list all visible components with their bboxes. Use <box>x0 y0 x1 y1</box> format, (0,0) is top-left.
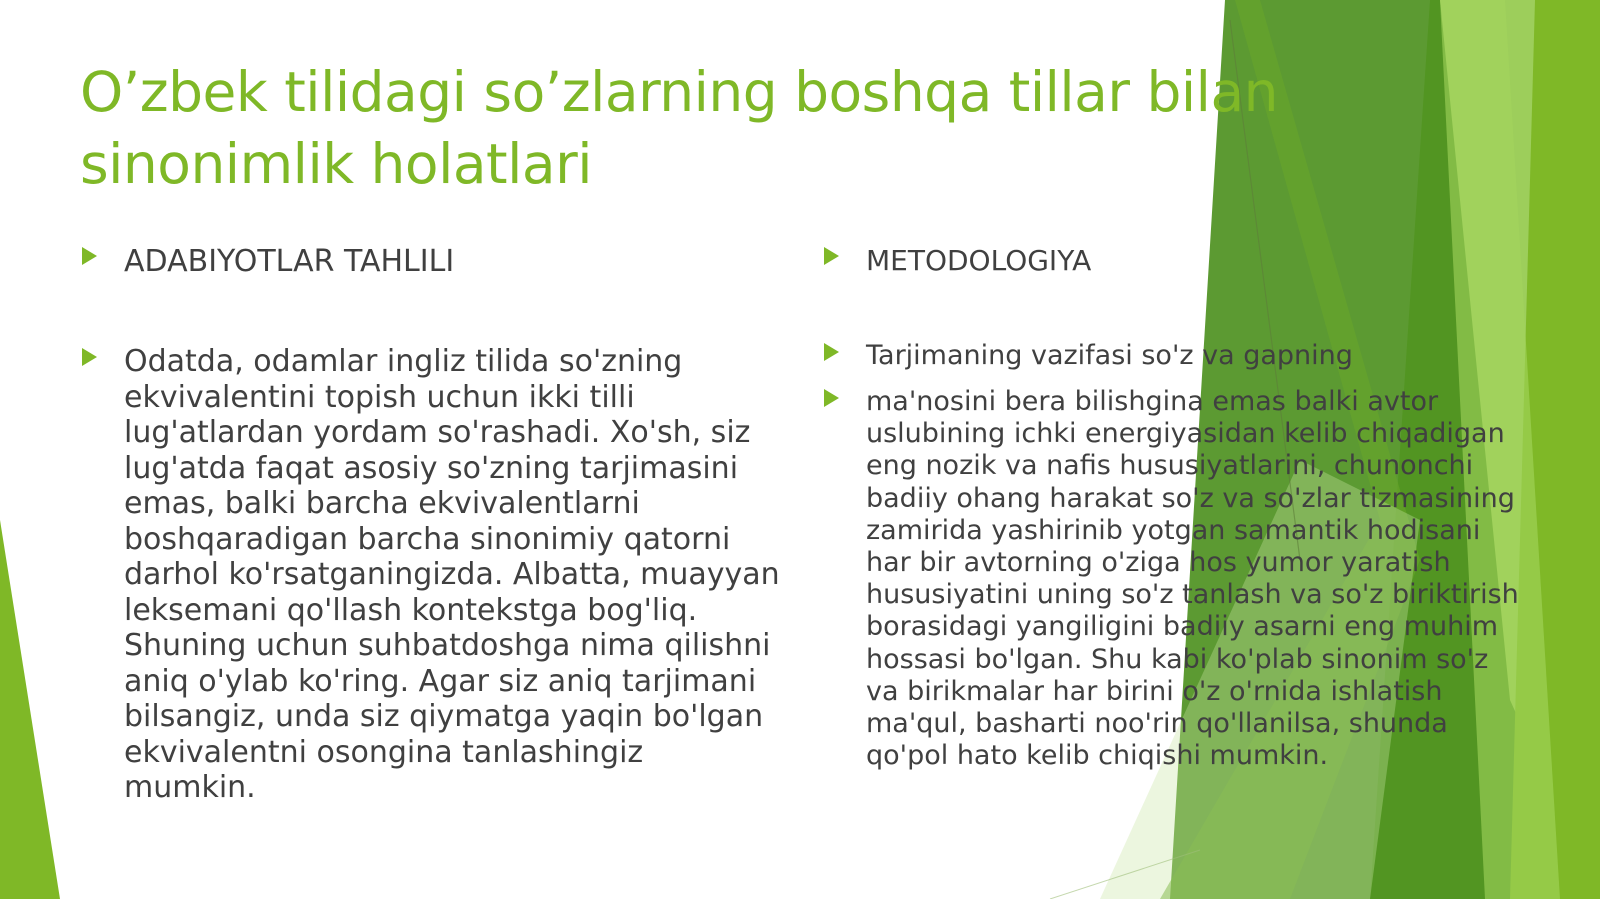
right-intro-item <box>822 340 1522 372</box>
right-intro-text: Tarjimaning vazifasi so'z va gapning <box>866 340 1353 371</box>
right-column <box>822 244 1522 772</box>
left-column <box>80 244 780 806</box>
right-body-text: ma'nosini bera bilishgina emas balki avtor uslubining ichki energiyasidan kelib chiqadigan eng nozik va nafis hususiyatlarini, chunonchi badiiy ohang harakat so'z va so'zlar tizmasining zamirida yashirinib yotgan samantik hodisani har bir avtorning o'ziga hos yumor yaratish hususiyatini uning so'z tanlash va so'z biriktirish borasidagi yangiligini badiiy asarni eng muhim hossasi bo'lgan. Shu kabi ko'plab sinonim so'z va birikmalar har birini o'z o'rnida ishlatish ma'qul, basharti noo'rin qo'llanilsa, shunda qo'pol hato kelib chiqishi mumkin. <box>866 386 1519 772</box>
left-body-item <box>80 344 780 806</box>
left-heading: ADABIYOTLAR TAHLILI <box>124 244 455 279</box>
slide-title: O’zbek tilidagi so’zlarning boshqa tillar bilan sinonimlik holatlari <box>80 60 1279 196</box>
triangle-bullet-icon <box>82 247 97 265</box>
right-heading: METODOLOGIYA <box>866 244 1092 277</box>
triangle-bullet-icon <box>824 343 839 361</box>
right-heading-item <box>822 244 1522 278</box>
triangle-bullet-icon <box>824 247 839 265</box>
triangle-bullet-icon <box>824 389 839 407</box>
left-green-stripe <box>0 520 60 899</box>
left-heading-item <box>80 244 780 280</box>
triangle-bullet-icon <box>82 348 97 366</box>
left-body-text: Odatda, odamlar ingliz tilida so'zning ekvivalentini topish uchun ikki tilli lug'atlardan yordam so'rashadi. Xo'sh, siz lug'atda faqat asosiy so'zning tarjimasini emas, balki barcha ekvivalentlarni boshqaradigan barcha sinonimiy qatorni darhol ko'rsatganingizda. Albatta, muayyan leksemani qo'llash kontekstga bog'liq. Shuning uchun suhbatdoshga nima qilishni aniq o'ylab ko'ring. Agar siz aniq tarjimani bilsangiz, unda siz qiymatga yaqin bo'lgan ekvivalentni osongina tanlashingiz mumkin. <box>124 344 780 805</box>
right-body-item <box>822 386 1522 772</box>
